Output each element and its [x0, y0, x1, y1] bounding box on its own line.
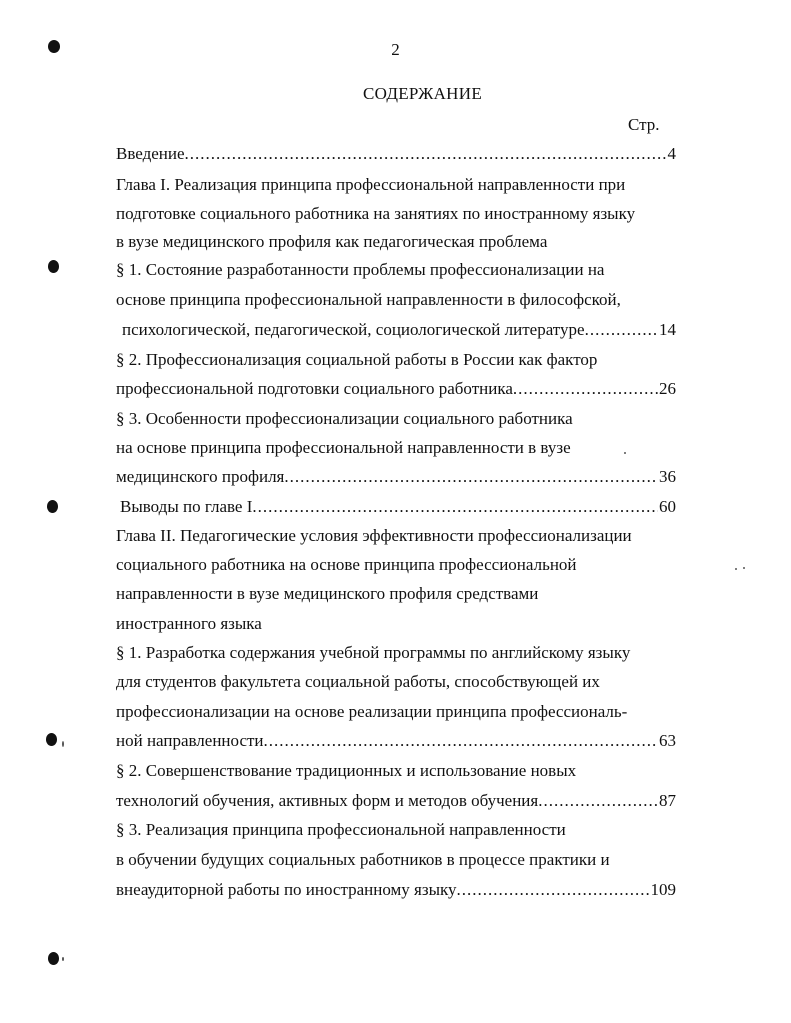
toc-entry-page: 4	[667, 144, 676, 163]
toc-chapter-heading: социального работника на основе принципа профессиональной	[116, 555, 577, 574]
page-title: СОДЕРЖАНИЕ	[362, 84, 483, 103]
toc-chapter-heading: иностранного языка	[116, 614, 262, 633]
toc-section-text: медицинского профиля	[116, 467, 285, 486]
binding-hole-mark	[48, 952, 59, 965]
scan-speck	[62, 741, 64, 747]
toc-section-text: § 2. Профессионализация социальной работы в России как фактор	[116, 350, 598, 369]
scan-speck	[735, 568, 737, 570]
toc-section-text: внеаудиторной работы по иностранному языку	[116, 880, 457, 899]
scan-speck	[743, 567, 745, 569]
toc-entry-page: 36	[659, 467, 676, 486]
page-number: 2	[391, 40, 400, 59]
toc-entry-ch2-s2	[116, 787, 676, 815]
scan-speck	[62, 957, 64, 961]
toc-chapter-heading: Глава II. Педагогические условия эффективности профессионализации	[116, 526, 632, 545]
toc-entry-ch1-conclusions	[120, 493, 676, 521]
toc-entry-page: 26	[659, 379, 676, 398]
toc-entry-ch2-s1	[116, 727, 676, 755]
toc-section-text: § 3. Особенности профессионализации социального работника	[116, 409, 573, 428]
toc-section-text: технологий обучения, активных форм и методов обучения	[116, 791, 539, 810]
binding-hole-mark	[48, 260, 59, 273]
dot-leader	[538, 787, 658, 815]
toc-section-text: ной направленности	[116, 731, 264, 750]
dot-leader	[252, 493, 658, 521]
toc-entry-ch2-s3	[116, 876, 676, 904]
binding-hole-mark	[47, 500, 58, 513]
toc-entry-page: 63	[659, 731, 676, 750]
toc-entry-ch1-s2	[116, 375, 676, 403]
toc-section-text: § 3. Реализация принципа профессиональной направленности	[116, 820, 566, 839]
dot-leader	[185, 140, 667, 168]
toc-entry-ch1-s3	[116, 463, 676, 491]
toc-section-text: в обучении будущих социальных работников в процессе практики и	[116, 850, 610, 869]
toc-entry-intro	[116, 140, 676, 168]
toc-entry-ch1-s1	[122, 316, 676, 344]
toc-section-text: профессионализации на основе реализации принципа профессиональ-	[116, 702, 628, 721]
toc-chapter-heading: в вузе медицинского профиля как педагогическая проблема	[116, 232, 548, 251]
dot-leader	[585, 316, 658, 344]
toc-chapter-heading: Глава I. Реализация принципа профессиональной направленности при	[116, 175, 626, 194]
toc-section-text: для студентов факультета социальной работы, способствующей их	[116, 672, 600, 691]
toc-section-text: профессиональной подготовки социального работника	[116, 379, 513, 398]
toc-section-text: основе принципа профессиональной направленности в философской,	[116, 290, 621, 309]
toc-section-text: § 2. Совершенствование традиционных и использование новых	[116, 761, 577, 780]
toc-entry-page: 14	[659, 320, 676, 339]
toc-section-text: § 1. Разработка содержания учебной программы по английскому языку	[116, 643, 631, 662]
toc-section-text: § 1. Состояние разработанности проблемы профессионализации на	[116, 260, 605, 279]
dot-leader	[284, 463, 658, 491]
toc-entry-title: Выводы по главе I	[120, 497, 253, 516]
toc-entry-page: 87	[659, 791, 676, 810]
dot-leader	[513, 375, 658, 403]
binding-hole-mark	[46, 733, 57, 746]
toc-chapter-heading: подготовке социального работника на занятиях по иностранному языку	[116, 204, 636, 223]
dot-leader	[457, 876, 650, 904]
toc-section-text: на основе принципа профессиональной направленности в вузе	[116, 438, 571, 457]
toc-entry-title: Введение	[116, 144, 185, 163]
page-column-label: Стр.	[628, 115, 660, 134]
toc-chapter-heading: направленности в вузе медицинского профиля средствами	[116, 584, 539, 603]
toc-entry-page: 60	[659, 497, 676, 516]
toc-entry-page: 109	[650, 880, 676, 899]
toc-section-text: психологической, педагогической, социологической литературе	[122, 320, 585, 339]
dot-leader	[264, 727, 658, 755]
